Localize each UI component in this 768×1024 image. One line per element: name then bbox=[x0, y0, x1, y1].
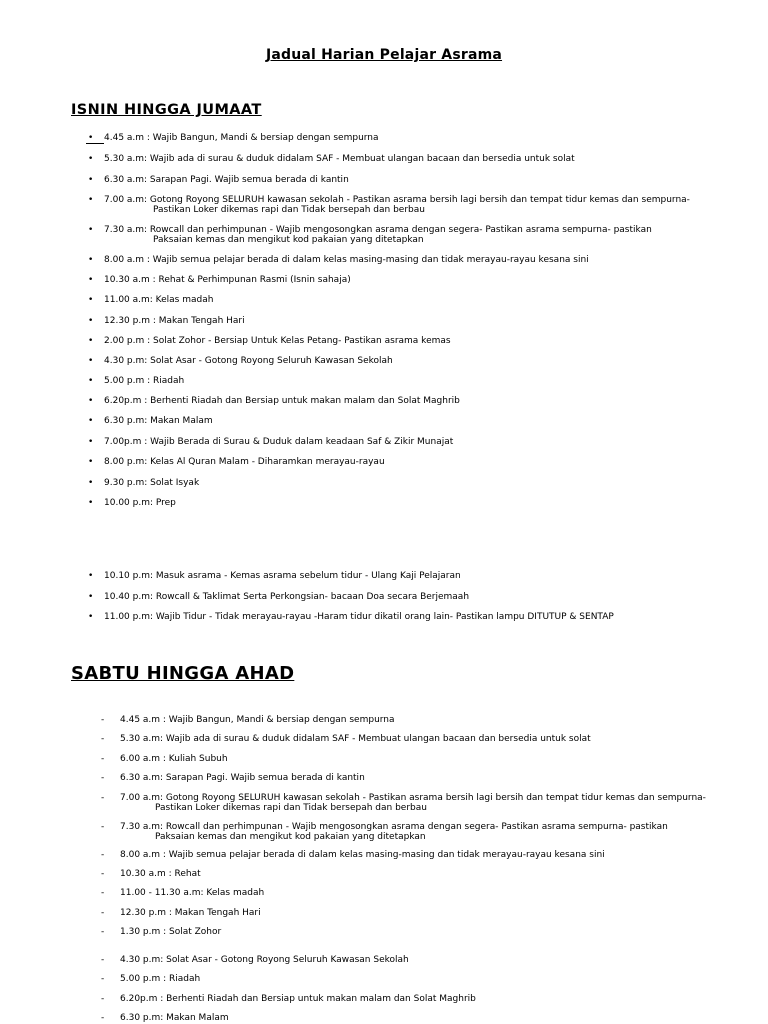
list-item-line: 6.30 p.m: Makan Malam bbox=[120, 1013, 229, 1023]
list-item-text bbox=[104, 571, 461, 581]
list-item-text bbox=[104, 457, 385, 467]
list-item-line: 4.45 a.m : Wajib Bangun, Mandi & bersiap dengan sempurna bbox=[120, 715, 395, 725]
list-item-text bbox=[104, 195, 690, 205]
bullet-marker: • bbox=[88, 195, 94, 205]
list-item-line: 10.30 a.m : Rehat bbox=[120, 869, 201, 879]
list-item-line: 8.00 a.m : Wajib semua pelajar berada di dalam kelas masing-masing dan tidak merayau-rayau kesana sini bbox=[104, 255, 589, 265]
list-item-line: 10.40 p.m: Rowcall & Taklimat Serta Perkongsian- bacaan Doa secara Berjemaah bbox=[104, 592, 470, 602]
list-item-line-continued: Pastikan Loker dikemas rapi dan Tidak bersepah dan berbau bbox=[155, 803, 427, 813]
list-item-line: 5.00 p.m : Riadah bbox=[120, 974, 201, 984]
bullet-marker: • bbox=[88, 416, 94, 426]
list-item-text bbox=[120, 869, 201, 879]
list-item-text bbox=[120, 734, 591, 744]
list-item-text bbox=[104, 295, 213, 305]
list-item-text bbox=[120, 822, 668, 832]
list-item-line: 10.10 p.m: Masuk asrama - Kemas asrama sebelum tidur - Ulang Kaji Pelajaran bbox=[104, 571, 461, 581]
list-item-line: 6.20p.m : Berhenti Riadah dan Bersiap untuk makan malam dan Solat Maghrib bbox=[104, 396, 460, 406]
dash-marker: - bbox=[101, 850, 105, 860]
list-item-line: 6.00 a.m : Kuliah Subuh bbox=[120, 754, 228, 764]
bullet-marker: • bbox=[88, 396, 94, 406]
list-item-text bbox=[104, 356, 393, 366]
bullet-marker: • bbox=[88, 592, 94, 602]
bullet-marker: • bbox=[88, 376, 94, 386]
list-item-text bbox=[120, 974, 200, 984]
section-heading-weekday: ISNIN HINGGA JUMAAT bbox=[71, 102, 262, 118]
list-item-text bbox=[104, 612, 614, 622]
list-item-line: 7.30 a.m: Rowcall dan perhimpunan - Wajib mengosongkan asrama dengan segera- Pastikan asrama sempurna- pastikan bbox=[104, 225, 652, 235]
list-item-text bbox=[104, 225, 652, 235]
list-item-text bbox=[120, 793, 706, 803]
list-item-text bbox=[120, 955, 409, 965]
dash-marker: - bbox=[101, 754, 105, 764]
list-item-line: 8.00 a.m : Wajib semua pelajar berada di dalam kelas masing-masing dan tidak merayau-rayau kesana sini bbox=[120, 850, 605, 860]
list-item-line: 12.30 p.m : Makan Tengah Hari bbox=[104, 316, 245, 326]
list-item-line: 9.30 p.m: Solat Isyak bbox=[104, 478, 200, 488]
dash-marker: - bbox=[101, 715, 105, 725]
dash-marker: - bbox=[101, 908, 105, 918]
bullet-marker: • bbox=[88, 478, 94, 488]
bullet-marker: • bbox=[88, 175, 94, 185]
section-heading-weekend: SABTU HINGGA AHAD bbox=[71, 663, 295, 684]
list-item-line: 11.00 p.m: Wajib Tidur - Tidak merayau-rayau -Haram tidur dikatil orang lain- Pastikan lampu DITUTUP & SENTAP bbox=[104, 612, 614, 622]
bullet-marker: • bbox=[88, 457, 94, 467]
bullet-marker: • bbox=[88, 133, 94, 143]
list-item-line: 6.30 a.m: Sarapan Pagi. Wajib semua berada di kantin bbox=[120, 773, 365, 783]
list-item-text bbox=[104, 275, 351, 285]
list-item-text bbox=[104, 498, 176, 508]
dash-marker: - bbox=[101, 773, 105, 783]
dash-marker: - bbox=[101, 888, 105, 898]
dash-marker: - bbox=[101, 1013, 105, 1023]
list-item-line: 8.00 p.m: Kelas Al Quran Malam - Diharamkan merayau-rayau bbox=[104, 457, 385, 467]
list-item-line: 7.30 a.m: Rowcall dan perhimpunan - Wajib mengosongkan asrama dengan segera- Pastikan asrama sempurna- pastikan bbox=[120, 822, 668, 832]
list-item-text bbox=[104, 396, 460, 406]
list-item-line: 10.30 a.m : Rehat & Perhimpunan Rasmi (Isnin sahaja) bbox=[104, 275, 351, 285]
dash-marker: - bbox=[101, 994, 105, 1004]
list-item-text bbox=[120, 927, 221, 937]
list-item-text bbox=[104, 416, 213, 426]
list-item-text bbox=[120, 994, 476, 1004]
bullet-marker: • bbox=[88, 255, 94, 265]
dash-marker: - bbox=[101, 955, 105, 965]
list-item-text bbox=[120, 888, 264, 898]
first-bullet-underline bbox=[86, 143, 104, 144]
list-item-text bbox=[120, 1013, 229, 1023]
list-item-line: 5.00 p.m : Riadah bbox=[104, 376, 185, 386]
dash-marker: - bbox=[101, 793, 105, 803]
list-item-text bbox=[120, 773, 365, 783]
list-item-text bbox=[120, 715, 395, 725]
list-item-line: 11.00 - 11.30 a.m: Kelas madah bbox=[120, 888, 265, 898]
bullet-marker: • bbox=[88, 275, 94, 285]
list-item-line: 11.00 a.m: Kelas madah bbox=[104, 295, 214, 305]
list-item-line: 4.45 a.m : Wajib Bangun, Mandi & bersiap dengan sempurna bbox=[104, 133, 379, 143]
list-item-line: 7.00 a.m: Gotong Royong SELURUH kawasan sekolah - Pastikan asrama bersih lagi bersih dan tempat tidur kemas dan sempurna- bbox=[120, 793, 706, 803]
dash-marker: - bbox=[101, 822, 105, 832]
list-item-text bbox=[120, 850, 605, 860]
list-item-text bbox=[104, 437, 453, 447]
list-item-line: 12.30 p.m : Makan Tengah Hari bbox=[120, 908, 261, 918]
list-item-line: 6.30 a.m: Sarapan Pagi. Wajib semua berada di kantin bbox=[104, 175, 349, 185]
list-item-line: 7.00p.m : Wajib Berada di Surau & Duduk dalam keadaan Saf & Zikir Munajat bbox=[104, 437, 454, 447]
list-item-text bbox=[104, 255, 589, 265]
bullet-marker: • bbox=[88, 571, 94, 581]
list-item-line-continued: Paksaian kemas dan mengikut kod pakaian yang ditetapkan bbox=[153, 235, 424, 245]
list-item-line: 4.30 p.m: Solat Asar - Gotong Royong Seluruh Kawasan Sekolah bbox=[120, 955, 409, 965]
list-item-line-continued: Pastikan Loker dikemas rapi dan Tidak bersepah dan berbau bbox=[153, 205, 425, 215]
bullet-marker: • bbox=[88, 336, 94, 346]
list-item-line: 5.30 a.m: Wajib ada di surau & duduk didalam SAF - Membuat ulangan bacaan dan bersedia untuk solat bbox=[104, 154, 575, 164]
bullet-marker: • bbox=[88, 225, 94, 235]
list-item-text bbox=[120, 754, 228, 764]
list-item-line: 10.00 p.m: Prep bbox=[104, 498, 176, 508]
bullet-marker: • bbox=[88, 316, 94, 326]
list-item-line: 1.30 p.m : Solat Zohor bbox=[120, 927, 222, 937]
list-item-line: 6.20p.m : Berhenti Riadah dan Bersiap untuk makan malam dan Solat Maghrib bbox=[120, 994, 476, 1004]
list-item-line: 7.00 a.m: Gotong Royong SELURUH kawasan sekolah - Pastikan asrama bersih lagi bersih dan tempat tidur kemas dan sempurna- bbox=[104, 195, 690, 205]
list-item-text bbox=[104, 478, 199, 488]
bullet-marker: • bbox=[88, 295, 94, 305]
dash-marker: - bbox=[101, 927, 105, 937]
bullet-marker: • bbox=[88, 498, 94, 508]
list-item-text bbox=[104, 154, 575, 164]
list-item-text bbox=[104, 175, 349, 185]
dash-marker: - bbox=[101, 869, 105, 879]
list-item-line: 2.00 p.m : Solat Zohor - Bersiap Untuk Kelas Petang- Pastikan asrama kemas bbox=[104, 336, 451, 346]
dash-marker: - bbox=[101, 734, 105, 744]
document-title: Jadual Harian Pelajar Asrama bbox=[265, 47, 503, 63]
list-item-line: 5.30 a.m: Wajib ada di surau & duduk didalam SAF - Membuat ulangan bacaan dan bersedia untuk solat bbox=[120, 734, 591, 744]
list-item-text bbox=[104, 336, 451, 346]
list-item-line-continued: Paksaian kemas dan mengikut kod pakaian yang ditetapkan bbox=[155, 832, 426, 842]
list-item-text bbox=[120, 908, 261, 918]
bullet-marker: • bbox=[88, 437, 94, 447]
list-item-line: 6.30 p.m: Makan Malam bbox=[104, 416, 213, 426]
list-item-text bbox=[104, 376, 184, 386]
dash-marker: - bbox=[101, 974, 105, 984]
list-item-text bbox=[104, 133, 379, 143]
list-item-line: 4.30 p.m: Solat Asar - Gotong Royong Seluruh Kawasan Sekolah bbox=[104, 356, 393, 366]
list-item-text bbox=[104, 592, 469, 602]
bullet-marker: • bbox=[88, 154, 94, 164]
list-item-text bbox=[104, 316, 245, 326]
bullet-marker: • bbox=[88, 356, 94, 366]
bullet-marker: • bbox=[88, 612, 94, 622]
